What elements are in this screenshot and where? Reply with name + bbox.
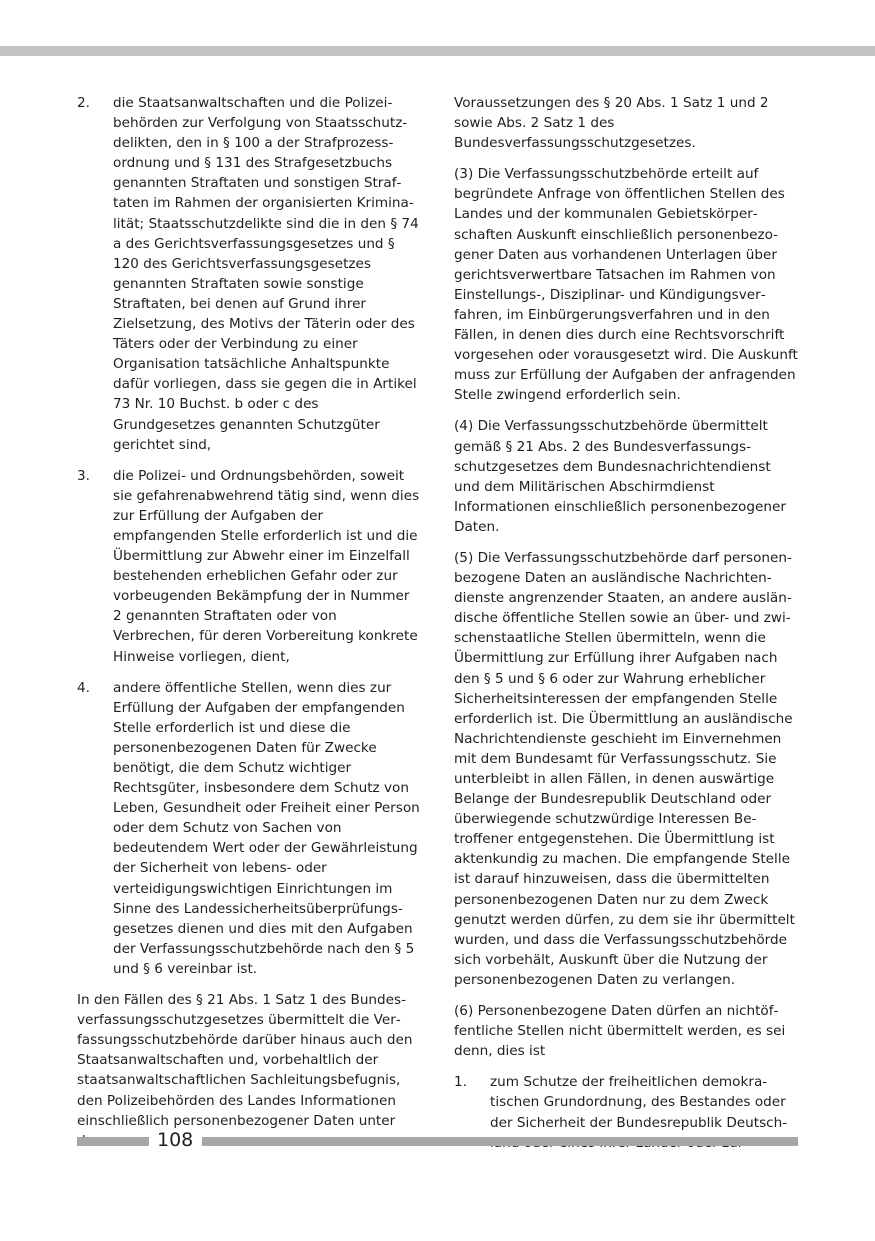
list-item: [77, 93, 422, 455]
left-column: [77, 93, 422, 1162]
header-rule: [0, 46, 875, 56]
list-item-number: 2.: [77, 95, 90, 111]
list-item-text: die Polizei- und Ordnungsbehörden, soweit sie gefahrenabwehrend tätig sind, wenn dies zur Erfüllung der Aufgaben der empfangenden Stelle erforderlich ist und die Übermittlung zur Abwehr einer im Einzelfall bestehenden erheblichen Gefahr oder zur vorbeugenden Bekämpfung der in Nummer 2 genannten Straftaten oder von Verbrechen, für deren Vorbereitung konkrete Hinweise vorliegen, dient,: [113, 467, 420, 665]
paragraph-6: (6) Personenbezogene Daten dürfen an nichtöffentliche Stellen nicht übermittelt werden, es sei denn, dies ist: [454, 1003, 786, 1060]
list-item-text: andere öffentliche Stellen, wenn dies zur Erfüllung der Aufgaben der empfangenden Stelle erforderlich ist und diese die personenbezogenen Daten für Zwecke benötigt, die dem Schutz wichtiger Rechtsgüter, insbesondere dem Schutz von Leben, Gesundheit oder Freiheit einer Person oder dem Schutz von Sachen von bedeutendem Wert oder der Gewährleistung der Sicherheit von lebens- oder verteidigungswichtigen Einrichtungen im Sinne des Landessicherheitsüberprüfungsgesetzes dienen und dies mit den Aufgaben der Verfassungsschutzbehörde nach den § 5 und § 6 vereinbar ist.: [113, 679, 420, 977]
list-item-text: zum Schutze der freiheitlichen demokratischen Grundordnung, des Bestandes oder der Sicherheit der Bundesrepublik Deutsch: [490, 1074, 788, 1131]
closing-paragraph: In den Fällen des § 21 Abs. 1 Satz 1 des Bundesverfassungsschutzgesetzes übermittelt die Verfassungsschutzbehörde darüber hinaus auch den Staatsanwaltschaften und, vorbehaltlich der staatsanwaltschaftlichen Sachleitungsbefugnis, den Polizeibehörden des Landes Informationen einschließlich personenbezogener Daten unter: [77, 992, 413, 1129]
list-item-number: 1.: [454, 1074, 467, 1091]
list-item-number: 4.: [77, 679, 90, 696]
list-item-text: die Staatsanwaltschaften und die Polizeibehörden zur Verfolgung von Staatsschutzdelikten, den in § 100 a der Strafprozessordnung und § 131 des Strafgesetzbuchs genannten Straftaten und sonstigen Straftaten im Rahmen der organisierten Kriminalität; Staatsschutzdelikte sind die in den § 74 a des Gerichtsverfassungsgesetzes und § 120 des Gerichtsverfassungsgesetzes genannten Straftaten sowie sonstige Straftaten, bei denen auf Grund ihrer Zielsetzung, des Motivs der Täterin oder des Täters oder der Verbindung zu einer Organisation tatsächliche Anhaltspunkte dafür vorliegen, dass sie gegen die in Artikel 73 Nr. 10 Buchst. b oder c des Grundgesetzes genannten Schutzgüter gerichtet sind,: [113, 95, 419, 453]
list-item-number: 3.: [77, 467, 90, 484]
list-item: [77, 678, 422, 979]
footer-rule-left: [77, 1137, 149, 1146]
list-item: [77, 466, 422, 667]
footer-rule-right: [202, 1137, 798, 1146]
right-column: [454, 93, 798, 1164]
paragraph-4: (4) Die Verfassungsschutzbehörde übermittelt gemäß § 21 Abs. 2 des Bundesverfassungsschutzgesetzes dem Bundesnachrichtendienst und dem Militärischen Abschirmdienst Informationen einschließlich personenbezogener Daten.: [454, 418, 786, 535]
page-number: 108: [157, 1129, 194, 1151]
paragraph-3: (3) Die Verfassungsschutzbehörde erteilt auf begründete Anfrage von öffentlichen Stellen des Landes und der kommunalen Gebietskörperschaften Auskunft einschließlich personenbezogener Daten aus vorhandenen Unterlagen über gerichtsverwertbare Tatsachen im Rahmen von Einstellungs-, Disziplinar- und Kündigungsverfahren, im Einbürgerungsverfahren und in den Fällen, in denen dies durch eine Rechtsvorschrift vorgesehen oder vorausgesetzt wird. Die Auskunft muss zur Erfüllung der Aufgaben der anfragenden Stelle zwingend erforderlich sein.: [454, 166, 798, 404]
paragraph-5: (5) Die Verfassungsschutzbehörde darf personenbezogene Daten an ausländische Nachrichtendienste angrenzender Staaten, an andere ausländische öffentliche Stellen sowie an über- und zwischenstaatliche Stellen übermitteln, wenn die Übermittlung zur Erfüllung ihrer Aufgaben nach den § 5 und § 6 oder zur Wahrung erheblicher Sicherheitsinteressen der empfangenden Stelle erforderlich ist. Die Übermittlung an ausländische Nachrichtendienste geschieht im Einvernehmen mit dem Bundesamt für Verfassungsschutz. Sie unterbleibt in allen Fällen, in denen auswärtige Belange der Bundesrepublik Deutschland oder überwiegende schutzwürdige Interessen Betroffener entgegenstehen. Die Übermittlung ist aktenkundig zu machen. Die empfangende Stelle ist darauf hinzuweisen, dass die übermittelten personenbezogenen Daten nur zu dem Zweck genutzt werden dürfen, zu dem sie ihr übermittelt wurden, und dass die Verfassungsschutzbehörde sich vorbehält, Auskunft über die Nutzung der personenbezogenen Daten zu verlangen.: [454, 549, 795, 988]
continuation-paragraph: Voraussetzungen des § 20 Abs. 1 Satz 1 und 2 sowie Abs. 2 Satz 1 des Bundesverfassungsschutzgesetzes.: [454, 95, 769, 152]
